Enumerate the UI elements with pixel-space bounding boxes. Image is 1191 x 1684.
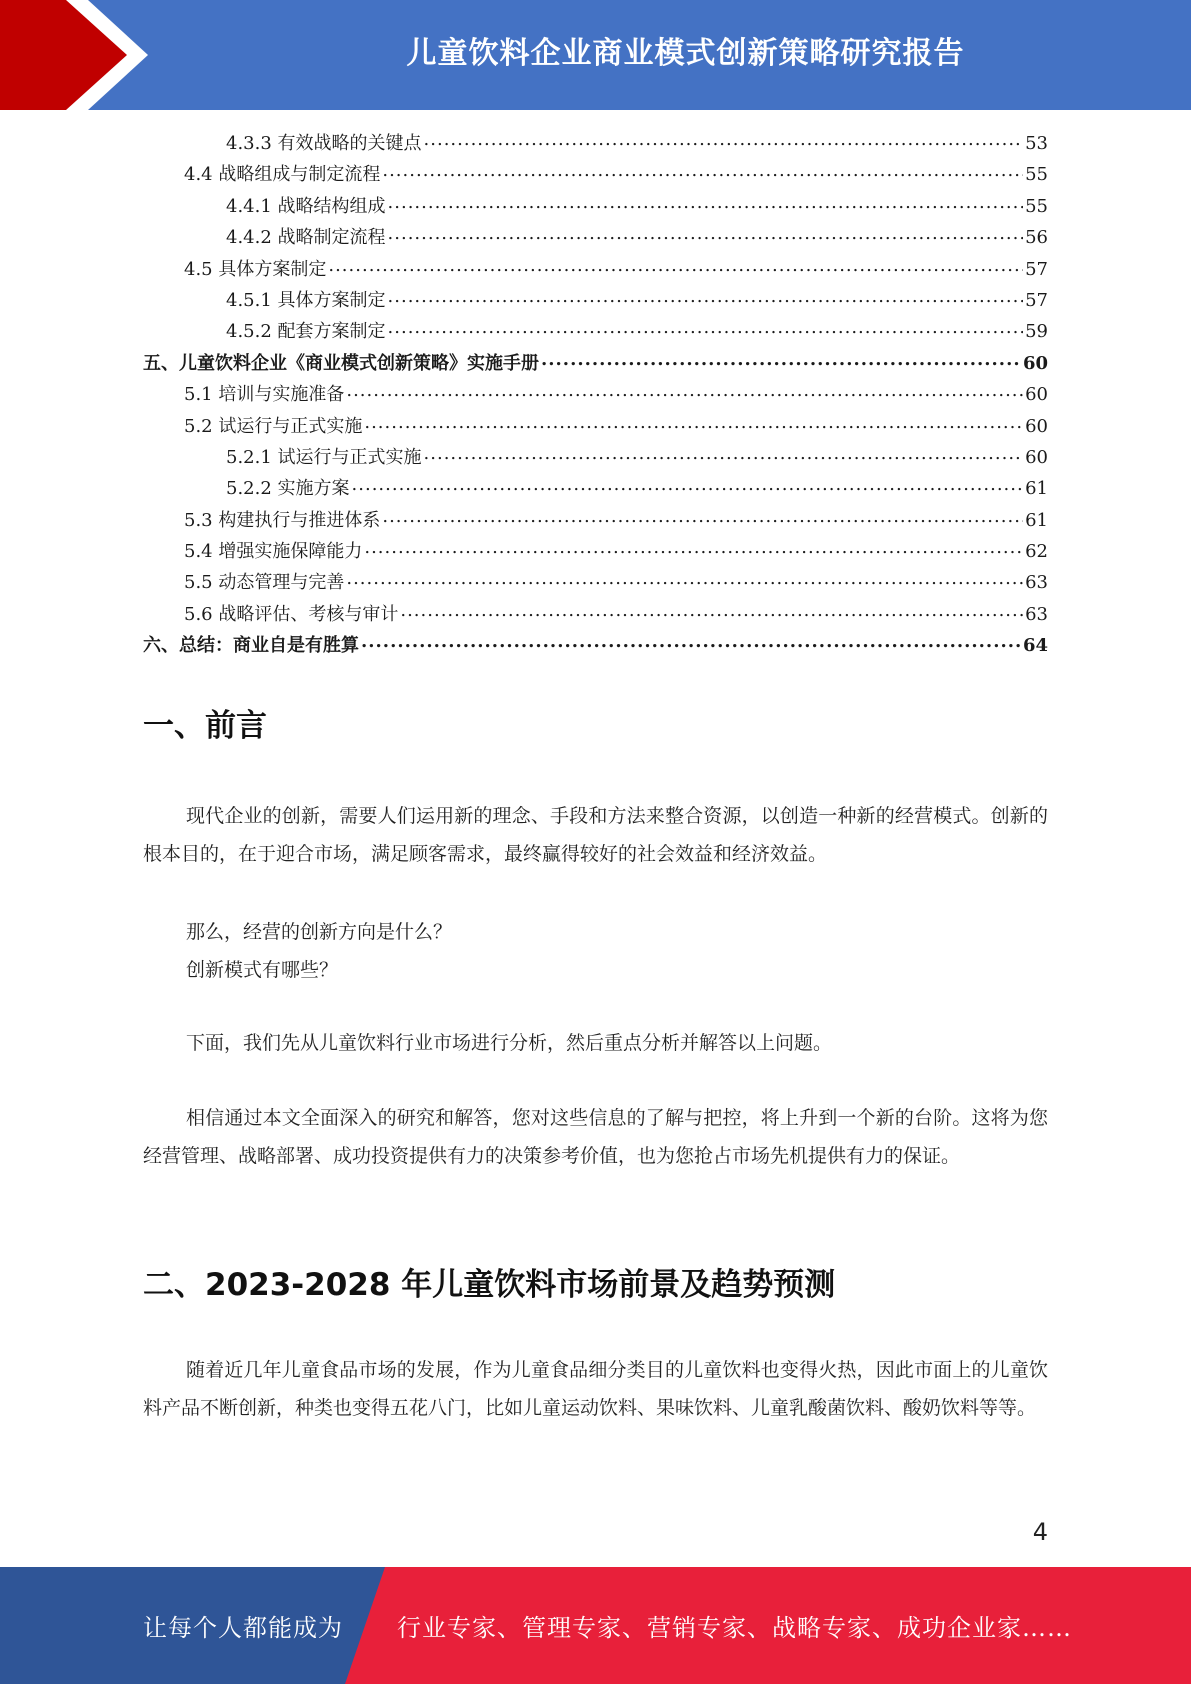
section-heading-preface: 一、前言: [143, 708, 267, 744]
toc-entry-page: 63: [1025, 572, 1048, 594]
toc-dot-leader: [424, 124, 1024, 155]
toc-entry-page: 61: [1025, 478, 1048, 500]
toc-entry-page: 60: [1022, 352, 1048, 374]
toc-entry-page: 61: [1025, 509, 1048, 531]
toc-entry-page: 60: [1025, 446, 1048, 468]
toc-entry-page: 57: [1025, 289, 1048, 311]
toc-entry-label: 5.2 试运行与正式实施: [184, 415, 363, 437]
toc-entry-label: 4.3.3 有效战略的关键点: [226, 133, 422, 154]
preface-paragraph-1: 现代企业的创新，需要人们运用新的理念、手段和方法来整合资源，以创造一种新的经营模式。创新的根本目的，在于迎合市场，满足顾客需求，最终赢得较好的社会效益和经济效益。: [143, 805, 1048, 865]
toc-entry[interactable]: [143, 630, 1048, 661]
toc-dot-leader: [424, 438, 1024, 469]
report-title: 儿童饮料企业商业模式创新策略研究报告: [406, 36, 965, 71]
toc-dot-leader: [388, 187, 1024, 218]
page-footer: [0, 1567, 1191, 1684]
toc-entry-label: 4.4.2 战略制定流程: [226, 227, 386, 249]
toc-entry-page: 56: [1025, 227, 1048, 249]
page-number: 4: [1032, 1518, 1048, 1546]
toc-entry-label: 六、总结：商业自是有胜算: [143, 635, 359, 657]
toc-entry-label: 5.2.1 试运行与正式实施: [226, 446, 422, 468]
toc-entry-label: 4.5 具体方案制定: [184, 258, 327, 280]
toc-entry-page: 57: [1025, 258, 1048, 280]
toc-dot-leader: [361, 626, 1021, 657]
toc-entry-label: 5.4 增强实施保障能力: [184, 541, 363, 563]
toc-entry-page: 55: [1025, 164, 1048, 186]
toc-dot-leader: [388, 218, 1024, 249]
toc-entry-page: 63: [1025, 603, 1048, 625]
page-header: [0, 0, 1191, 110]
preface-question-1: 那么，经营的创新方向是什么？: [186, 921, 453, 943]
toc-entry-label: 4.4 战略组成与制定流程: [184, 164, 381, 186]
toc-entry-page: 53: [1025, 133, 1048, 154]
toc-dot-leader: [388, 312, 1024, 343]
footer-slogan-left: 让每个人都能成为: [143, 1614, 343, 1642]
toc-dot-leader: [346, 375, 1023, 406]
preface-question-2: 创新模式有哪些？: [186, 959, 339, 981]
toc-dot-leader: [364, 407, 1023, 438]
toc-entry-label: 五、儿童饮料企业《商业模式创新策略》实施手册: [143, 352, 539, 374]
toc-entry-label: 5.2.2 实施方案: [226, 478, 350, 500]
toc-dot-leader: [541, 344, 1021, 375]
toc-entry-label: 4.5.1 具体方案制定: [226, 289, 386, 311]
toc-dot-leader: [352, 469, 1024, 500]
table-of-contents: [143, 128, 1048, 662]
toc-entry-label: 4.4.1 战略结构组成: [226, 195, 386, 217]
toc-dot-leader: [364, 532, 1023, 563]
header-arrow-decoration: [0, 0, 180, 110]
toc-entry-label: 5.6 战略评估、考核与审计: [184, 603, 399, 625]
toc-entry-label: 5.5 动态管理与完善: [184, 572, 345, 594]
toc-dot-leader: [328, 250, 1023, 281]
toc-entry-page: 62: [1025, 541, 1048, 563]
toc-entry-label: 4.5.2 配套方案制定: [226, 321, 386, 343]
toc-entry-label: 5.1 培训与实施准备: [184, 384, 345, 406]
toc-dot-leader: [382, 501, 1023, 532]
preface-paragraph-2: 下面，我们先从儿童饮料行业市场进行分析，然后重点分析并解答以上问题。: [186, 1032, 833, 1054]
toc-entry-page: 60: [1025, 384, 1048, 406]
toc-dot-leader: [382, 155, 1023, 186]
toc-dot-leader: [388, 281, 1024, 312]
toc-entry-page: 55: [1025, 195, 1048, 217]
toc-entry-page: 60: [1025, 415, 1048, 437]
toc-dot-leader: [400, 595, 1023, 626]
footer-slogan-right: 行业专家、管理专家、营销专家、战略专家、成功企业家……: [397, 1614, 1072, 1642]
toc-dot-leader: [346, 563, 1023, 594]
preface-paragraph-3: 相信通过本文全面深入的研究和解答，您对这些信息的了解与把控，将上升到一个新的台阶。这将为您经营管理、战略部署、成功投资提供有力的决策参考价值，也为您抢占市场先机提供有力的保证。: [143, 1107, 1048, 1167]
toc-entry-label: 5.3 构建执行与推进体系: [184, 509, 381, 531]
toc-entry-page: 64: [1022, 635, 1048, 657]
market-paragraph-1: 随着近几年儿童食品市场的发展，作为儿童食品细分类目的儿童饮料也变得火热，因此市面上的儿童饮料产品不断创新，种类也变得五花八门，比如儿童运动饮料、果味饮料、儿童乳酸菌饮料、酸奶饮料等等。: [143, 1359, 1048, 1419]
toc-entry-page: 59: [1025, 321, 1048, 343]
section-heading-market-outlook: 二、2023-2028 年儿童饮料市场前景及趋势预测: [143, 1267, 836, 1303]
